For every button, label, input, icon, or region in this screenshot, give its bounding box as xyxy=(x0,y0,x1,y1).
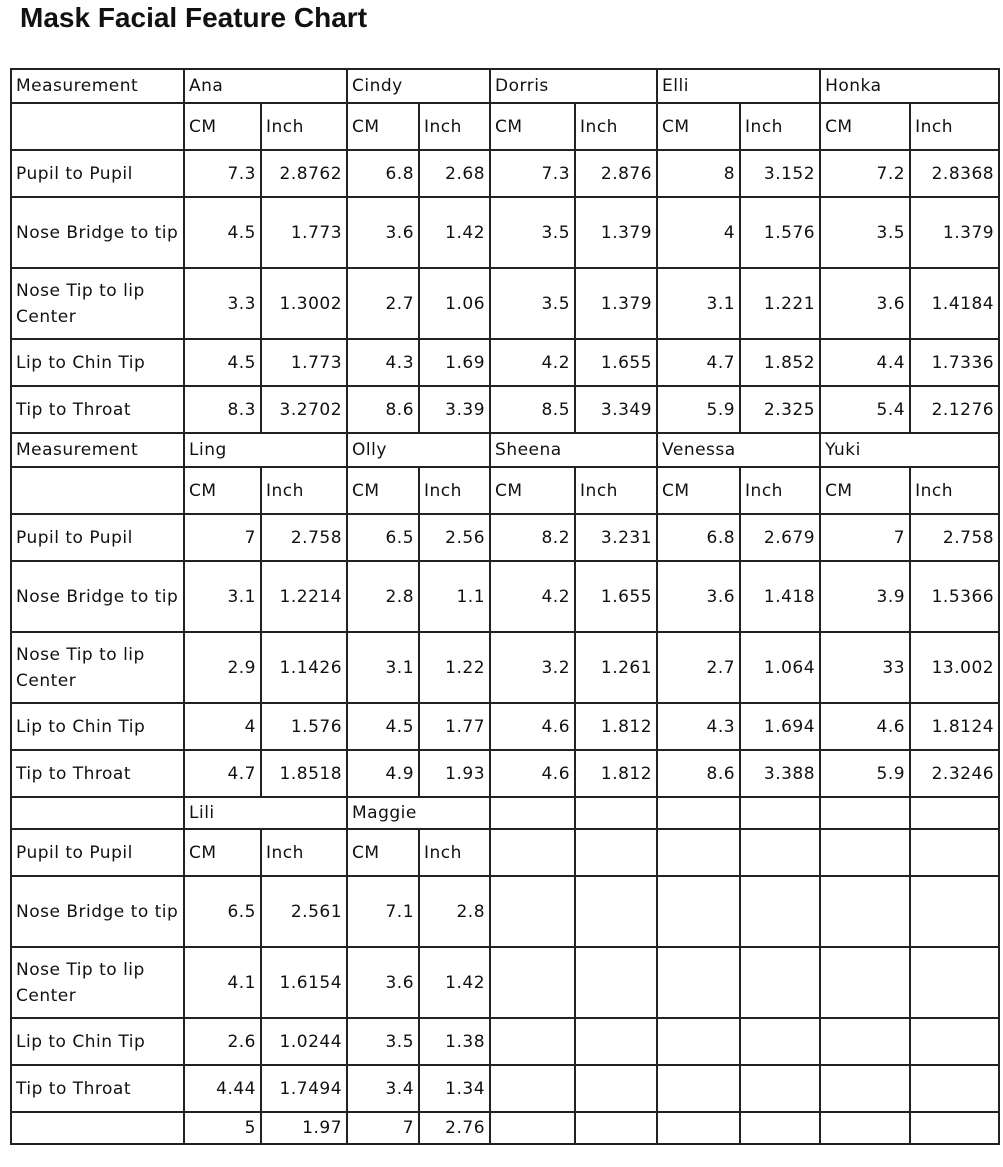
empty-cell xyxy=(490,1065,575,1112)
row-label: Pupil to Pupil xyxy=(11,514,184,561)
person-name: Cindy xyxy=(347,69,490,103)
person-name: Elli xyxy=(657,69,820,103)
empty-cell xyxy=(657,829,740,876)
unit-cm: CM xyxy=(657,103,740,150)
unit-cm: CM xyxy=(347,467,419,514)
name-row xyxy=(11,797,999,829)
unit-inch: Inch xyxy=(261,829,347,876)
unit-inch: Inch xyxy=(575,467,657,514)
empty-cell xyxy=(820,947,910,1018)
value-cell: 3.152 xyxy=(740,150,820,197)
empty-cell xyxy=(820,1112,910,1144)
value-cell: 7 xyxy=(347,1112,419,1144)
value-cell: 1.655 xyxy=(575,339,657,386)
value-cell: 1.2214 xyxy=(261,561,347,632)
value-cell: 1.69 xyxy=(419,339,490,386)
value-cell: 6.5 xyxy=(347,514,419,561)
name-row xyxy=(11,433,999,467)
empty-cell xyxy=(820,1065,910,1112)
unit-cm: CM xyxy=(184,103,261,150)
value-cell: 3.1 xyxy=(347,632,419,703)
data-row xyxy=(11,150,999,197)
empty-cell xyxy=(910,797,999,829)
unit-cm: CM xyxy=(184,829,261,876)
data-row xyxy=(11,947,999,1018)
row-label xyxy=(11,103,184,150)
value-cell: 3.388 xyxy=(740,750,820,797)
value-cell: 2.68 xyxy=(419,150,490,197)
value-cell: 4.7 xyxy=(184,750,261,797)
unit-cm: CM xyxy=(347,829,419,876)
unit-cm: CM xyxy=(184,467,261,514)
empty-cell xyxy=(490,876,575,947)
empty-cell xyxy=(490,1112,575,1144)
value-cell: 2.8368 xyxy=(910,150,999,197)
value-cell: 3.231 xyxy=(575,514,657,561)
unit-inch: Inch xyxy=(419,829,490,876)
measurement-header: Measurement xyxy=(11,433,184,467)
unit-inch: Inch xyxy=(419,467,490,514)
value-cell: 1.379 xyxy=(910,197,999,268)
value-cell: 4.2 xyxy=(490,561,575,632)
value-cell: 1.5366 xyxy=(910,561,999,632)
value-cell: 1.773 xyxy=(261,197,347,268)
unit-inch: Inch xyxy=(419,103,490,150)
empty-cell xyxy=(820,797,910,829)
value-cell: 1.852 xyxy=(740,339,820,386)
person-name: Honka xyxy=(820,69,999,103)
empty-cell xyxy=(490,829,575,876)
value-cell: 1.261 xyxy=(575,632,657,703)
value-cell: 2.8 xyxy=(347,561,419,632)
empty-cell xyxy=(740,876,820,947)
empty-cell xyxy=(910,1018,999,1065)
empty-cell xyxy=(490,1018,575,1065)
data-row xyxy=(11,561,999,632)
value-cell: 4.6 xyxy=(820,703,910,750)
data-row xyxy=(11,1018,999,1065)
value-cell: 2.6 xyxy=(184,1018,261,1065)
value-cell: 3.6 xyxy=(347,947,419,1018)
value-cell: 2.1276 xyxy=(910,386,999,433)
value-cell: 2.7 xyxy=(347,268,419,339)
row-label: Nose Tip to lip Center xyxy=(11,268,184,339)
value-cell: 4.1 xyxy=(184,947,261,1018)
value-cell: 1.7336 xyxy=(910,339,999,386)
value-cell: 7.3 xyxy=(490,150,575,197)
value-cell: 33 xyxy=(820,632,910,703)
empty-cell xyxy=(490,947,575,1018)
unit-row xyxy=(11,103,999,150)
value-cell: 1.1426 xyxy=(261,632,347,703)
value-cell: 2.876 xyxy=(575,150,657,197)
value-cell: 1.42 xyxy=(419,947,490,1018)
value-cell: 3.2 xyxy=(490,632,575,703)
value-cell: 3.2702 xyxy=(261,386,347,433)
unit-row xyxy=(11,829,999,876)
value-cell: 3.5 xyxy=(347,1018,419,1065)
unit-cm: CM xyxy=(347,103,419,150)
person-name: Maggie xyxy=(347,797,490,829)
value-cell: 2.9 xyxy=(184,632,261,703)
value-cell: 7.3 xyxy=(184,150,261,197)
data-row xyxy=(11,632,999,703)
data-row xyxy=(11,268,999,339)
row-label: Lip to Chin Tip xyxy=(11,703,184,750)
unit-inch: Inch xyxy=(740,103,820,150)
empty-cell xyxy=(740,1065,820,1112)
empty-cell xyxy=(575,1065,657,1112)
empty-cell xyxy=(575,1018,657,1065)
value-cell: 8.3 xyxy=(184,386,261,433)
value-cell: 1.4184 xyxy=(910,268,999,339)
row-label: Nose Bridge to tip xyxy=(11,561,184,632)
value-cell: 2.758 xyxy=(261,514,347,561)
empty-cell xyxy=(657,1018,740,1065)
unit-inch: Inch xyxy=(740,467,820,514)
empty-cell xyxy=(910,1112,999,1144)
empty-cell xyxy=(910,947,999,1018)
measurement-header: Measurement xyxy=(11,69,184,103)
person-name: Lili xyxy=(184,797,347,829)
value-cell: 1.06 xyxy=(419,268,490,339)
data-row xyxy=(11,703,999,750)
empty-cell xyxy=(820,1018,910,1065)
value-cell: 3.1 xyxy=(657,268,740,339)
row-label: Pupil to Pupil xyxy=(11,150,184,197)
value-cell: 1.221 xyxy=(740,268,820,339)
row-label: Pupil to Pupil xyxy=(11,829,184,876)
value-cell: 4.9 xyxy=(347,750,419,797)
value-cell: 4 xyxy=(657,197,740,268)
value-cell: 1.8518 xyxy=(261,750,347,797)
empty-cell xyxy=(657,947,740,1018)
value-cell: 1.655 xyxy=(575,561,657,632)
row-label: Tip to Throat xyxy=(11,750,184,797)
row-label: Tip to Throat xyxy=(11,1065,184,1112)
empty-cell xyxy=(740,829,820,876)
value-cell: 1.812 xyxy=(575,703,657,750)
empty-cell xyxy=(910,876,999,947)
unit-cm: CM xyxy=(820,467,910,514)
value-cell: 3.5 xyxy=(490,197,575,268)
unit-cm: CM xyxy=(820,103,910,150)
unit-cm: CM xyxy=(490,103,575,150)
row-label: Nose Bridge to tip xyxy=(11,197,184,268)
person-name: Ling xyxy=(184,433,347,467)
data-row xyxy=(11,1112,999,1144)
unit-inch: Inch xyxy=(910,467,999,514)
facial-feature-table xyxy=(10,68,1000,1145)
value-cell: 1.34 xyxy=(419,1065,490,1112)
row-label xyxy=(11,467,184,514)
data-row xyxy=(11,339,999,386)
value-cell: 3.5 xyxy=(820,197,910,268)
value-cell: 2.3246 xyxy=(910,750,999,797)
empty-cell xyxy=(740,947,820,1018)
value-cell: 3.6 xyxy=(347,197,419,268)
value-cell: 8.6 xyxy=(657,750,740,797)
value-cell: 3.3 xyxy=(184,268,261,339)
person-name: Olly xyxy=(347,433,490,467)
value-cell: 1.22 xyxy=(419,632,490,703)
value-cell: 1.064 xyxy=(740,632,820,703)
unit-cm: CM xyxy=(490,467,575,514)
value-cell: 1.6154 xyxy=(261,947,347,1018)
value-cell: 8.5 xyxy=(490,386,575,433)
value-cell: 3.9 xyxy=(820,561,910,632)
row-label: Nose Tip to lip Center xyxy=(11,632,184,703)
empty-cell xyxy=(910,1065,999,1112)
empty-cell xyxy=(910,829,999,876)
value-cell: 13.002 xyxy=(910,632,999,703)
person-name: Sheena xyxy=(490,433,657,467)
value-cell: 4.6 xyxy=(490,750,575,797)
empty-cell xyxy=(657,1112,740,1144)
value-cell: 3.39 xyxy=(419,386,490,433)
empty-cell xyxy=(740,1112,820,1144)
value-cell: 5 xyxy=(184,1112,261,1144)
unit-inch: Inch xyxy=(261,103,347,150)
value-cell: 1.694 xyxy=(740,703,820,750)
value-cell: 4.2 xyxy=(490,339,575,386)
data-row xyxy=(11,750,999,797)
value-cell: 1.7494 xyxy=(261,1065,347,1112)
empty-cell xyxy=(490,797,575,829)
empty-cell xyxy=(820,876,910,947)
measurement-header xyxy=(11,797,184,829)
value-cell: 1.576 xyxy=(740,197,820,268)
row-label: Lip to Chin Tip xyxy=(11,1018,184,1065)
value-cell: 3.1 xyxy=(184,561,261,632)
row-label: Tip to Throat xyxy=(11,386,184,433)
value-cell: 4.5 xyxy=(184,197,261,268)
data-row xyxy=(11,876,999,947)
empty-cell xyxy=(740,1018,820,1065)
value-cell: 4.5 xyxy=(184,339,261,386)
value-cell: 5.9 xyxy=(820,750,910,797)
value-cell: 1.773 xyxy=(261,339,347,386)
value-cell: 1.8124 xyxy=(910,703,999,750)
person-name: Dorris xyxy=(490,69,657,103)
value-cell: 2.8762 xyxy=(261,150,347,197)
empty-cell xyxy=(575,829,657,876)
unit-inch: Inch xyxy=(575,103,657,150)
value-cell: 4.4 xyxy=(820,339,910,386)
empty-cell xyxy=(575,1112,657,1144)
empty-cell xyxy=(657,1065,740,1112)
value-cell: 6.8 xyxy=(347,150,419,197)
empty-cell xyxy=(575,876,657,947)
value-cell: 1.379 xyxy=(575,197,657,268)
value-cell: 8.2 xyxy=(490,514,575,561)
value-cell: 4.7 xyxy=(657,339,740,386)
empty-cell xyxy=(575,797,657,829)
value-cell: 1.97 xyxy=(261,1112,347,1144)
value-cell: 3.4 xyxy=(347,1065,419,1112)
row-label: Nose Tip to lip Center xyxy=(11,947,184,1018)
value-cell: 1.1 xyxy=(419,561,490,632)
value-cell: 2.325 xyxy=(740,386,820,433)
value-cell: 1.812 xyxy=(575,750,657,797)
value-cell: 4 xyxy=(184,703,261,750)
value-cell: 1.0244 xyxy=(261,1018,347,1065)
value-cell: 7.1 xyxy=(347,876,419,947)
value-cell: 6.5 xyxy=(184,876,261,947)
value-cell: 1.38 xyxy=(419,1018,490,1065)
value-cell: 1.42 xyxy=(419,197,490,268)
value-cell: 4.44 xyxy=(184,1065,261,1112)
value-cell: 2.56 xyxy=(419,514,490,561)
value-cell: 5.9 xyxy=(657,386,740,433)
person-name: Ana xyxy=(184,69,347,103)
person-name: Yuki xyxy=(820,433,999,467)
name-row xyxy=(11,69,999,103)
row-label: Lip to Chin Tip xyxy=(11,339,184,386)
value-cell: 4.6 xyxy=(490,703,575,750)
empty-cell xyxy=(820,829,910,876)
value-cell: 3.5 xyxy=(490,268,575,339)
unit-inch: Inch xyxy=(910,103,999,150)
value-cell: 2.758 xyxy=(910,514,999,561)
value-cell: 3.6 xyxy=(820,268,910,339)
row-label: Nose Bridge to tip xyxy=(11,876,184,947)
value-cell: 1.3002 xyxy=(261,268,347,339)
value-cell: 4.3 xyxy=(657,703,740,750)
unit-row xyxy=(11,467,999,514)
value-cell: 1.576 xyxy=(261,703,347,750)
value-cell: 1.379 xyxy=(575,268,657,339)
value-cell: 4.3 xyxy=(347,339,419,386)
value-cell: 7 xyxy=(820,514,910,561)
value-cell: 5.4 xyxy=(820,386,910,433)
value-cell: 2.561 xyxy=(261,876,347,947)
data-row xyxy=(11,197,999,268)
value-cell: 2.76 xyxy=(419,1112,490,1144)
data-row xyxy=(11,514,999,561)
value-cell: 1.77 xyxy=(419,703,490,750)
data-row xyxy=(11,386,999,433)
empty-cell xyxy=(740,797,820,829)
value-cell: 7 xyxy=(184,514,261,561)
unit-cm: CM xyxy=(657,467,740,514)
row-label xyxy=(11,1112,184,1144)
value-cell: 8.6 xyxy=(347,386,419,433)
empty-cell xyxy=(575,947,657,1018)
value-cell: 3.349 xyxy=(575,386,657,433)
value-cell: 1.93 xyxy=(419,750,490,797)
data-row xyxy=(11,1065,999,1112)
empty-cell xyxy=(657,876,740,947)
empty-cell xyxy=(657,797,740,829)
value-cell: 3.6 xyxy=(657,561,740,632)
value-cell: 2.679 xyxy=(740,514,820,561)
value-cell: 2.7 xyxy=(657,632,740,703)
page-title: Mask Facial Feature Chart xyxy=(20,2,368,33)
value-cell: 2.8 xyxy=(419,876,490,947)
value-cell: 4.5 xyxy=(347,703,419,750)
value-cell: 7.2 xyxy=(820,150,910,197)
unit-inch: Inch xyxy=(261,467,347,514)
value-cell: 1.418 xyxy=(740,561,820,632)
person-name: Venessa xyxy=(657,433,820,467)
value-cell: 8 xyxy=(657,150,740,197)
value-cell: 6.8 xyxy=(657,514,740,561)
